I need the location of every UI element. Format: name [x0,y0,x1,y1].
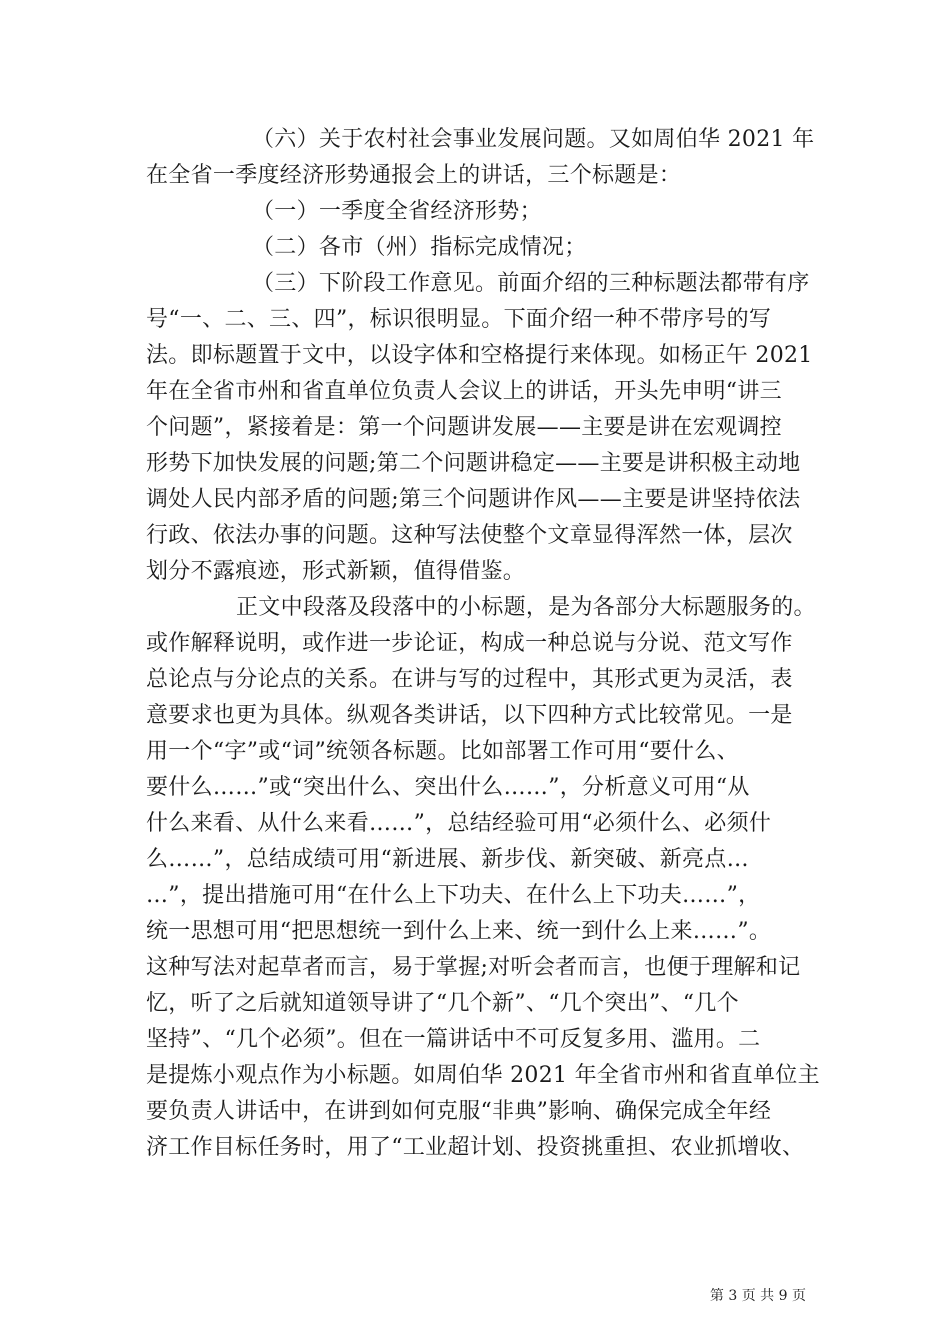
text-line: 这种写法对起草者而言，易于掌握;对听会者而言，也便于理解和记 [146,955,801,980]
text-line: 要什么……”或“突出什么、突出什么……”，分析意义可用“从 [146,775,750,800]
text-line: 忆，听了之后就知道领导讲了“几个新”、“几个突出”、“几个 [146,991,739,1016]
text-line: 号“一、二、三、四”，标识很明显。下面介绍一种不带序号的写 [146,307,772,332]
text-line: （三）下阶段工作意见。前面介绍的三种标题法都带有序 [252,271,810,296]
text-line: 用一个“字”或“词”统领各标题。比如部署工作可用“要什么、 [146,739,739,764]
text-line: 或作解释说明，或作进一步论证，构成一种总说与分说、范文写作 [146,631,793,656]
text-line: 在全省一季度经济形势通报会上的讲话，三个标题是： [146,163,682,188]
text-line: 济工作目标任务时，用了“工业超计划、投资挑重担、农业抓增收、 [146,1135,805,1160]
text-line: 年在全省市州和省直单位负责人会议上的讲话，开头先申明“讲三 [146,379,782,404]
text-line: 什么来看、从什么来看……”，总结经验可用“必须什么、必须什 [146,811,772,836]
text-line: 法。即标题置于文中，以设字体和空格提行来体现。如杨正午 2021 [146,343,813,368]
text-line: 统一思想可用“把思想统一到什么上来、统一到什么上来……”。 [146,919,772,944]
text-line: 意要求也更为具体。纵观各类讲话，以下四种方式比较常见。一是 [146,703,793,728]
text-line: 形势下加快发展的问题;第二个问题讲稳定——主要是讲积极主动地 [146,451,801,476]
text-line: 坚持”、“几个必须”。但在一篇讲话中不可反复多用、滥用。二 [146,1027,761,1052]
text-line: 是提炼小观点作为小标题。如周伯华 2021 年全省市州和省直单位主 [146,1063,820,1088]
text-line: （一）一季度全省经济形势； [252,199,542,224]
text-line: （六）关于农村社会事业发展问题。又如周伯华 2021 年 [252,127,815,152]
text-line: 么……”，总结成绩可用“新进展、新步伐、新突破、新亮点… [146,847,749,872]
text-line: 行政、依法办事的问题。这种写法使整个文章显得浑然一体，层次 [146,523,793,548]
page-number-footer: 第 3 页 共 9 页 [709,1288,806,1304]
text-line: 个问题”，紧接着是：第一个问题讲发展——主要是讲在宏观调控 [146,415,782,440]
text-line: …”，提出措施可用“在什么上下功夫、在什么上下功夫……”， [146,883,761,908]
text-line: 正文中段落及段落中的小标题，是为各部分大标题服务的。 [236,595,816,620]
text-line: 要负责人讲话中，在讲到如何克服“非典”影响、确保完成全年经 [146,1099,772,1124]
text-line: 总论点与分论点的关系。在讲与写的过程中，其形式更为灵活，表 [146,667,793,692]
text-line: 调处人民内部矛盾的问题;第三个问题讲作风——主要是讲坚持依法 [146,487,801,512]
text-line: （二）各市（州）指标完成情况； [252,235,587,260]
text-line: 划分不露痕迹，形式新颖，值得借鉴。 [146,559,526,584]
